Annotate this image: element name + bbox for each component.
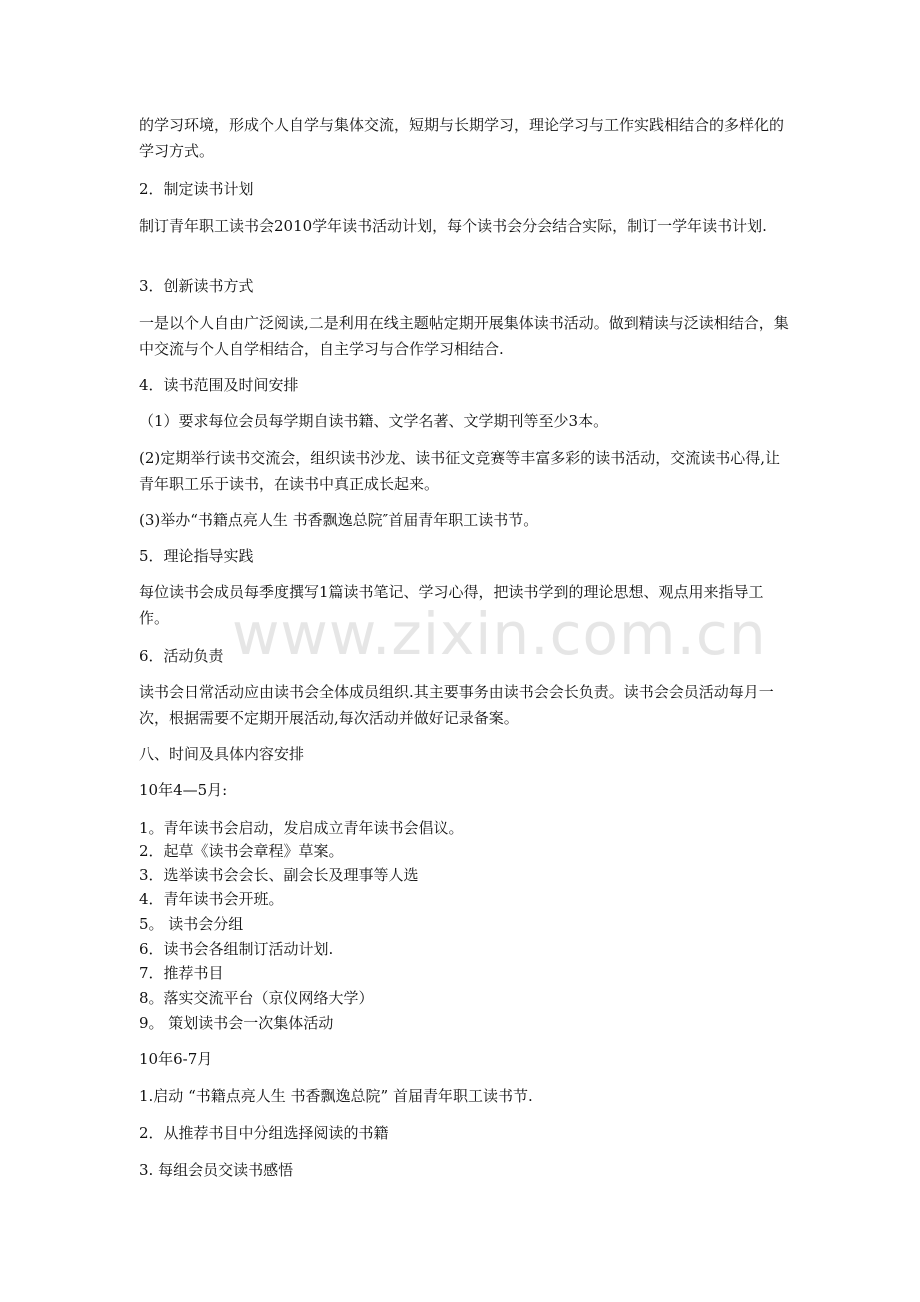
list-item: 1。青年读书会启动，发启成立青年读书会倡议。 [139, 819, 464, 837]
list-item: 8。落实交流平台（京仪网络大学） [139, 989, 374, 1007]
list-item: 1.启动 “书籍点亮人生 书香飘逸总院” 首届青年职工读书节. [139, 1087, 533, 1105]
schedule-period-jun-jul: 10年6-7月 [139, 1050, 213, 1068]
list-item: 5。 读书会分组 [139, 915, 244, 933]
paragraph-scope-item-2: (2)定期举行读书交流会，组织读书沙龙、读书征文竞赛等丰富多彩的读书活动，交流读书心得,让青年职工乐于读书，在读书中真正成长起来。 [139, 449, 781, 493]
paragraph-learning-environment: 的学习环境，形成个人自学与集体交流，短期与长期学习，理论学习与工作实践相结合的多样化的学习方式。 [139, 116, 785, 160]
list-item: 6．读书会各组制订活动计划. [139, 940, 334, 958]
heading-activity-responsibility: 6．活动负责 [139, 647, 224, 665]
list-item: 2．从推荐书目中分组选择阅读的书籍 [139, 1124, 389, 1142]
paragraph-scope-item-1: （1）要求每位会员每学期自读书籍、文学名著、文学期刊等至少3本。 [139, 412, 609, 430]
paragraph-scope-item-3: (3)举办“书籍点亮人生 书香飘逸总院″首届青年职工读书节。 [139, 511, 539, 529]
paragraph-theory-practice: 每位读书会成员每季度撰写1篇读书笔记、学习心得，把读书学到的理论思想、观点用来指导工作。 [139, 583, 764, 627]
heading-theory-practice: 5．理论指导实践 [139, 547, 254, 565]
heading-schedule: 八、时间及具体内容安排 [139, 745, 305, 763]
list-item: 4．青年读书会开班。 [139, 890, 284, 908]
list-item: 7．推荐书目 [139, 964, 224, 982]
list-item: 2．起草《读书会章程》草案。 [139, 842, 344, 860]
heading-reading-plan: 2．制定读书计划 [139, 180, 254, 198]
watermark: www.zixin.com.cn [232, 600, 767, 668]
heading-reading-scope: 4．读书范围及时间安排 [139, 376, 299, 394]
list-item: 3．选举读书会会长、副会长及理事等人选 [139, 866, 419, 884]
schedule-period-apr-may: 10年4—5月: [139, 781, 228, 799]
list-item: 3. 每组会员交读书感悟 [139, 1161, 294, 1179]
heading-reading-method: 3．创新读书方式 [139, 277, 254, 295]
paragraph-reading-plan: 制订青年职工读书会2010学年读书活动计划，每个读书会分会结合实际，制订一学年读书计划. [139, 217, 767, 235]
paragraph-reading-method: 一是以个人自由广泛阅读,二是利用在线主题帖定期开展集体读书活动。做到精读与泛读相结合，集中交流与个人自学相结合，自主学习与合作学习相结合. [139, 314, 789, 358]
paragraph-activity-responsibility: 读书会日常活动应由读书会全体成员组织.其主要事务由读书会会长负责。读书会会员活动每月一次，根据需要不定期开展活动,每次活动并做好记录备案。 [139, 683, 774, 727]
list-item: 9。 策划读书会一次集体活动 [139, 1014, 334, 1032]
